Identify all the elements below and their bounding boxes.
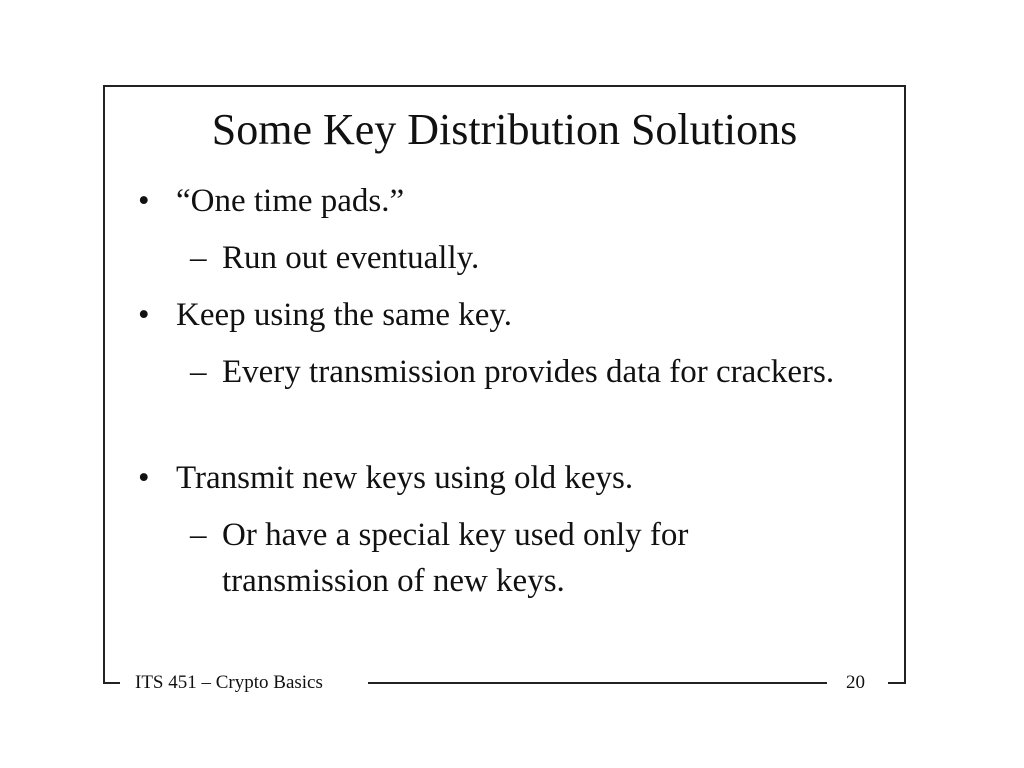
bullet-marker: • xyxy=(138,460,150,496)
slide-title: Some Key Distribution Solutions xyxy=(211,105,798,154)
bullet-item: Keep using the same key. xyxy=(176,297,513,333)
slide-number: 20 xyxy=(846,672,865,693)
sub-bullet-marker: – xyxy=(190,517,207,553)
bullet-marker: • xyxy=(138,183,150,219)
sub-bullet-item: Or have a special key used only for transmission of new keys. xyxy=(222,517,689,599)
sub-bullet-item: Every transmission provides data for crackers. xyxy=(222,354,835,390)
bullet-marker: • xyxy=(138,297,150,333)
bullet-item: “One time pads.” xyxy=(176,183,405,219)
footer-course: ITS 451 – Crypto Basics xyxy=(135,672,323,693)
bullet-item: Transmit new keys using old keys. xyxy=(176,460,634,496)
sub-bullet-marker: – xyxy=(190,240,207,276)
sub-bullet-marker: – xyxy=(190,354,207,390)
sub-bullet-item: Run out eventually. xyxy=(222,240,480,276)
